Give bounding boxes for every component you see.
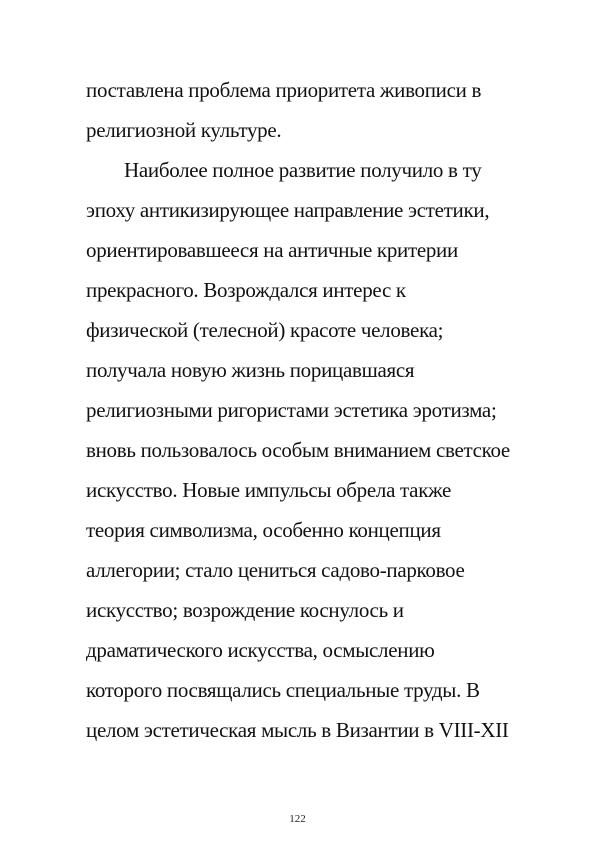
page-number: 122 bbox=[289, 813, 306, 825]
text-line: целом эстетическая мысль в Византии в VIII-XII bbox=[86, 718, 509, 742]
text-line: которого посвящались специальные труды. В bbox=[86, 678, 480, 702]
text-line: поставлена проблема приоритета живописи в bbox=[86, 78, 482, 102]
text-line: эпоху антикизирующее направление эстетики, bbox=[86, 198, 490, 222]
body-text bbox=[86, 70, 546, 750]
text-line: физической (телесной) красоте человека; bbox=[86, 318, 444, 342]
text-line: вновь пользовалось особым вниманием светское bbox=[86, 438, 510, 462]
text-line: искусство. Новые импульсы обрела также bbox=[86, 478, 452, 502]
text-line: аллегории; стало цениться садово-парковое bbox=[86, 558, 465, 582]
text-line: ориентировавшееся на античные критерии bbox=[86, 238, 458, 262]
text-line: прекрасного. Возрождался интерес к bbox=[86, 278, 406, 302]
text-line: получала новую жизнь порицавшаяся bbox=[86, 358, 415, 382]
text-line: религиозными ригористами эстетика эротизма; bbox=[86, 398, 497, 422]
text-line: искусство; возрождение коснулось и bbox=[86, 598, 404, 622]
paragraph-start-line: Наиболее полное развитие получило в ту bbox=[124, 158, 482, 182]
text-line: драматического искусства, осмыслению bbox=[86, 638, 435, 662]
text-line: теория символизма, особенно концепция bbox=[86, 518, 441, 542]
text-line: религиозной культуре. bbox=[86, 118, 282, 142]
